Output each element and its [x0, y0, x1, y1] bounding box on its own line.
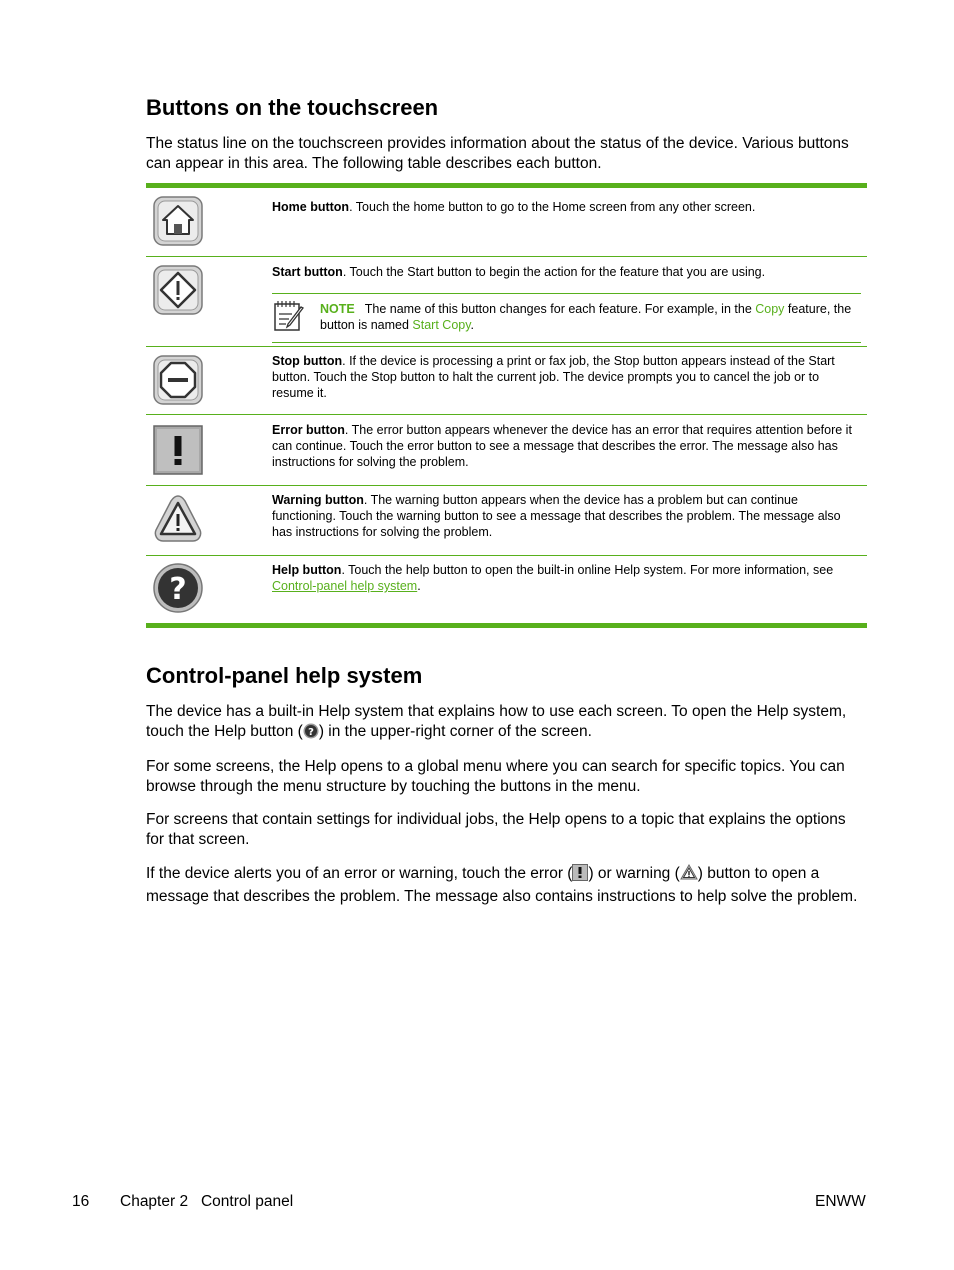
warning-icon: [153, 494, 203, 544]
section-title-buttons: Buttons on the touchscreen: [146, 95, 439, 120]
copy-term: Copy: [755, 302, 785, 316]
help-icon: [153, 563, 203, 613]
stop-icon: [153, 355, 203, 405]
help-text: . Touch the help button to open the built-in online Help system. For more information, see: [341, 563, 834, 577]
warning-desc: [272, 492, 862, 540]
home-icon: [153, 196, 203, 246]
footer-chapter: Chapter 2 Control panel: [120, 1193, 294, 1210]
start-text: . Touch the Start button to begin the action for the feature that you are using.: [342, 265, 766, 279]
help-para-4c: ) button to open a message that describes the problem. The message also contains instructions to help solve the problem.: [146, 865, 858, 905]
svg-text:?: ?: [169, 572, 187, 607]
note-text-1: The name of this button changes for each feature. For example, in the: [364, 302, 756, 316]
control-panel-help-link[interactable]: Control-panel help system: [272, 579, 418, 593]
section-intro: The status line on the touchscreen provides information about the status of the device. Various buttons can appear in this area. The following table describes each button.: [146, 135, 849, 172]
stop-text: . If the device is processing a print or fax job, the Stop button appears instead of the Start button. Touch the Stop button to halt the current job. The device prompts you to cancel the job or to resume it.: [272, 354, 835, 400]
stop-desc: [272, 353, 862, 401]
footer-page-number: 16: [72, 1193, 90, 1210]
help-para-4b: ) or warning (: [588, 865, 680, 882]
warning-name: Warning button: [272, 493, 364, 507]
stop-name: Stop button: [272, 354, 343, 368]
table-row-stop: [146, 347, 867, 415]
table-row-start: [146, 257, 867, 347]
svg-text:?: ?: [307, 726, 314, 738]
home-desc: [272, 199, 862, 215]
warning-text: . The warning button appears when the device has a problem but can continue functioning. Touch the warning button to see a message that describes the problem. The message also has instructions for solving the problem.: [272, 493, 841, 539]
section-title-help-system: Control-panel help system: [146, 663, 423, 688]
error-desc: [272, 422, 862, 470]
table-row-error: [146, 415, 867, 486]
start-icon: [153, 265, 203, 315]
help-para-4a: If the device alerts you of an error or warning, touch the error (: [146, 865, 573, 882]
table-row-help: [146, 556, 867, 623]
error-inline-icon: [572, 864, 588, 887]
home-text: . Touch the home button to go to the Home screen from any other screen.: [349, 200, 756, 214]
note-label: NOTE: [320, 302, 355, 316]
note-box: [272, 293, 861, 343]
warning-inline-icon: [680, 864, 698, 887]
table-row-warning: [146, 486, 867, 556]
buttons-table: [146, 183, 867, 628]
help-name: Help button: [272, 563, 342, 577]
help-para-4: [146, 864, 868, 906]
error-name: Error button: [272, 423, 345, 437]
help-para-1a: The device has a built-in Help system that explains how to use each screen. To open the Help system, touch the Help button (: [146, 703, 847, 740]
help-end: .: [417, 579, 421, 593]
help-para-3: For screens that contain settings for individual jobs, the Help opens to a topic that explains the options for that screen.: [146, 811, 846, 848]
help-para-1b: ) in the upper-right corner of the screen.: [318, 722, 592, 740]
help-inline-icon: [303, 723, 319, 745]
help-desc: [272, 562, 862, 594]
help-para-1: [146, 702, 868, 744]
footer-doc-code: ENWW: [815, 1193, 866, 1210]
table-row-home: [146, 188, 867, 257]
error-icon: [153, 425, 203, 475]
error-text: . The error button appears whenever the device has an error that requires attention before it can continue. Touch the error button to see a message that describes the error. The message also has instructions for solving the problem.: [272, 423, 852, 469]
note-text: [320, 301, 861, 333]
note-text-2: feature, the button is named: [320, 302, 852, 332]
home-name: Home button: [272, 200, 350, 214]
note-icon: [272, 298, 306, 332]
start-name: Start button: [272, 265, 343, 279]
start-desc: [272, 264, 862, 280]
note-text-3: .: [470, 318, 475, 332]
help-para-2: For some screens, the Help opens to a global menu where you can search for specific topics. You can browse through the menu structure by touching the buttons in the menu.: [146, 758, 845, 795]
start-copy-term: Start Copy: [412, 318, 471, 332]
